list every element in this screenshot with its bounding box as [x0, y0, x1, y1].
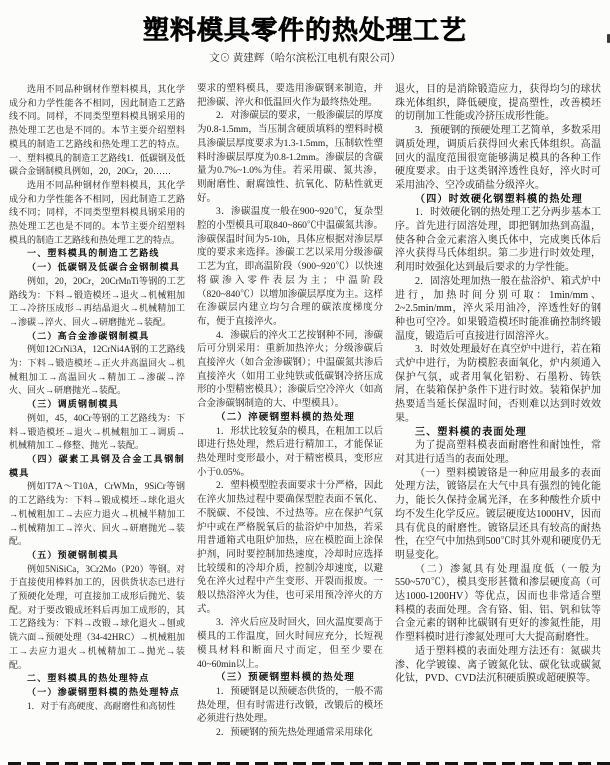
paragraph: 3．预硬钢的预硬处理工艺简单，多数采用调质处理，调质后获得回火索氏体组织。高温回火的温度范围很宽能够满足模具的各种工作硬度要求。由于这类钢淬透性良好，淬火时可采用油冷、空冷或硝盐分级淬火。 — [395, 125, 601, 191]
page-title: 塑料模具零件的热处理工艺 — [142, 15, 467, 45]
section-heading: （一）低碳钢及低碳合金钢制模具 — [27, 262, 181, 273]
paragraph: 4．渗碳后的淬火工艺按钢种不同，渗碳后可分别采用：重新加热淬火；分级渗碳后直接淬火（如合金渗碳钢）；中温碳氮共渗后直接淬火（如用工业纯铁或低碳钢冷挤压成形的小型精密模具）；渗碳后空冷淬火（如高合金渗碳钢制造的大、中型模具）。 — [197, 330, 383, 410]
paragraph: 例如，45，40Cr等钢的工艺路线为：下料→锻造模坯→退火→机械粗加工→调质→机械精加工→修整、抛光→装配。 — [9, 412, 185, 451]
section-heading: （三）预硬钢塑料模的热处理 — [216, 673, 356, 684]
paragraph: 为了提高塑料模表面耐磨性和耐蚀性，常对其进行适当的表面处理。 — [395, 440, 601, 465]
section-heading: （三）调质钢制模具 — [27, 399, 119, 410]
paragraph: （二）渗氮具有处理温度低（一般为550~570℃），模具变形甚微和渗层硬度高（可达1000-1200HV）等优点，因而也非常适合塑料模的表面处理。含有铬、钼、铝、钒和钛等合金元素的钢种比碳钢有更好的渗氮性能，用作塑料模时进行渗氮处理可大大提高耐磨性。 — [395, 563, 601, 644]
column-middle — [197, 83, 383, 761]
section-heading: 二、塑料模具的热处理特点 — [27, 673, 150, 684]
paragraph: 2．预硬钢的预先热处理通常采用球化 — [216, 728, 373, 739]
paragraph: 选用不同品种钢材作塑料模具，其化学成分和力学性能各不相同，因此制造工艺路线不同；同样，不同类型塑料模具钢采用的热处理工艺也是不同的。本节主要介绍塑料模具的制造工艺路线和热处理工艺的特点。 — [9, 179, 185, 245]
section-heading: （五）预硬钢制模具 — [27, 549, 119, 560]
paragraph: 1．预硬钢是以预硬态供货的，一般不需热处理，但有时需进行改锻，改锻后的模坯必须进行热处理。 — [197, 686, 383, 725]
section-heading: 三、塑料模的表面处理 — [415, 426, 527, 438]
section-heading: 一、塑料模具的制造工艺路线 — [27, 248, 160, 259]
section-heading: （二）淬硬钢塑料模的热处理 — [216, 412, 356, 423]
column-right — [395, 83, 601, 761]
paragraph: （一）塑料模镀铬是一种应用最多的表面处理方法，镀铬层在大气中具有强烈的钝化能力，能长久保持金属光泽，在多种酸性介质中均不发生化学反应。镀层硬度达1000HV，因而具有优良的耐磨性。镀铬层还具有较高的耐热性，在空气中加热到500℃时其外观和硬度仍无明显变化。 — [395, 467, 601, 561]
paragraph: 2．塑料模型腔表面要求十分严格，因此在淬火加热过程中要确保型腔表面不氧化、不脱碳、不侵蚀、不过热等。应在保护气氛炉中或在严格脱氧后的盐浴炉中加热，若采用普通箱式电阻炉加热，应在模腔面上涂保护剂，同时要控制加热速度，冷却时应选择比较缓和的冷却介质，控制冷却速度，以避免在淬火过程中产生变形、开裂而报废。一般以热浴淬火为佳，也可采用预冷淬火的方式。 — [197, 481, 383, 615]
paragraph: 1．时效硬化钢的热处理工艺分两步基本工序。首先进行固溶处理，即把钢加热到高温，使各种合金元素溶入奥氏体中，完成奥氏体后淬火获得马氏体组织。第二步进行时效处理，利用时效强化达到最后要求的力学性能。 — [395, 207, 601, 274]
section-heading: （一）渗碳钢塑料模的热处理特点 — [27, 686, 181, 697]
paragraph: 3．淬火后应及时回火，回火温度要高于模具的工作温度，回火时间应充分，长短视模具材料和断面尺寸而定，但至少要在40~60min以上。 — [197, 618, 383, 670]
paragraph: 选用不同品种钢材作塑料模具，其化学成分和力学性能各不相同，因此制造工艺路线不同。同样，不同类型塑料模具钢采用的热处理工艺也是不同的。本节主要介绍塑料模具的制造工艺路线和热处理工艺的特点。一、塑料模具的制造工艺路线1．低碳钢及低碳合金钢制模具例如，20，20Cr，20…… — [9, 84, 185, 177]
article-body — [9, 83, 601, 761]
paragraph: 例如T7A～T10A，CrWMn，9SiCr等钢的工艺路线为：下料→锻成模坯→球化退火→机械粗加工→去应力退火→机械半精加工→机械精加工→淬火、回火→研磨抛光→装配。 — [9, 481, 185, 547]
section-heading: （二）高合金渗碳钢制模具 — [27, 330, 150, 341]
paragraph: 退火，目的是消除锻造应力，获得均匀的球状珠光体组织，降低硬度，提高塑性，改善模坯的切削加工性能或冷挤压成形性能。 — [395, 84, 601, 123]
paragraph: 例如12CrNi3A，12CrNi4A钢的工艺路线为：下料→锻造模坯→正火并高温回火→机械粗加工→高温回火→精加工→渗碳→淬火、回火→研磨抛光→装配。 — [9, 344, 185, 396]
column-left — [9, 83, 185, 761]
section-heading: （四）碳素工具钢及合金工具钢制模具 — [9, 453, 185, 478]
paragraph: 1．形状比较复杂的模具，在粗加工以后即进行热处理，然后进行精加工，才能保证热处理时变形最小，对于精密模具，变形应小于0.05%。 — [197, 426, 383, 478]
section-heading: （四）时效硬化钢塑料模的热处理 — [415, 193, 583, 205]
paragraph: 要求的塑料模具，要选用渗碳钢来制造，并把渗碳、淬火和低温回火作为最终热处理。 — [197, 84, 383, 108]
byline: 文⊙ 黄建辉（哈尔滨松江电机有限公司） — [209, 53, 401, 64]
paragraph: 2．对渗碳层的要求，一般渗碳层的厚度为0.8-1.5mm，当压制含硬质填料的塑料时模具渗碳层厚度要求为1.3-1.5mm，压制软性塑料时渗碳层厚度为0.8-1.2mm。渗碳层的含碳量为0.7%~1.0%为佳。若采用碳、氮共渗，则耐磨性、耐腐蚀性、抗氧化、防粘性就更好。 — [197, 111, 383, 204]
paragraph: 2．固溶处理加热一般在盐浴炉、箱式炉中进行，加热时间分别可取：1min/mm、2~2.5min/mm，淬火采用油冷，淬透性好的钢种也可空冷。如果锻造模坯时能准确控制终锻温度，锻造后可直接进行固溶淬火。 — [395, 275, 601, 342]
paragraph: 3．渗碳温度一般在900~920℃，复杂型腔的小型模具可取840~860℃中温碳氮共渗。渗碳保温时间为5-10h，具体应根据对渗层厚度的要求来选择。渗碳工艺以采用分级渗碳工艺为宜，即高温阶段（900~920℃）以快速将碳渗入零件表层为主；中温阶段（820~840℃）以增加渗碳层厚度为主。这样在渗碳层内建立均匀合理的碳浓度梯度分布，便于直接淬火。 — [197, 207, 383, 327]
paragraph: 1．对于有高硬度、高耐磨性和高韧性 — [27, 700, 176, 711]
paragraph: 适于塑料模的表面处理方法还有：氮碳共渗、化学镀镍、离子镀氮化钛、碳化钛或碳氮化钛，PVD、CVD法沉积硬质膜或超硬膜等。 — [395, 645, 601, 685]
paragraph: 例如，20，20Cr，20CrMnTi等钢的工艺路线为：下料→锻造模坯→退火→机械粗加工→冷挤压成形→再结晶退火→机械精加工→渗碳→淬火、回火→研磨抛光→装配。 — [9, 275, 185, 327]
paragraph: 3．时效处理最好在真空炉中进行，若在箱式炉中进行，为防模腔表面氧化，炉内须通入保护气氛，或者用氧化铝粉、石墨粉、铸铁屑，在装箱保护条件下进行时效。装箱保护加热要适当延长保温时间，否则难以达到时效效果。 — [395, 344, 601, 424]
paragraph: 例如5NiSiCa，3Cr2Mo（P20）等钢。对于直接使用棒料加工的，因供货状态已进行了预硬化处理，可直接加工成形后抛光、装配。对于要改锻成坯料后再加工成形的，其工艺路线为：下料→改锻→球化退火→刨或铣六面→预硬处理（34-42HRC）→机械粗加工→去应力退火→机械精加工→抛光→装配。 — [9, 563, 185, 670]
